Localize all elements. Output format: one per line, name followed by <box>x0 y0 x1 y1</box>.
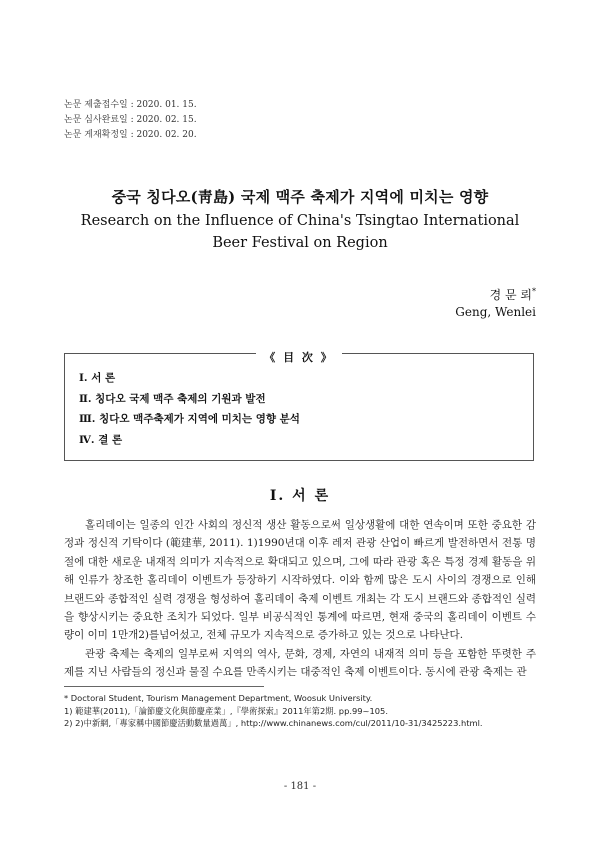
toc-heading-wrap <box>65 346 533 365</box>
table-of-contents <box>64 353 534 461</box>
footnote-divider <box>64 686 264 687</box>
body-text <box>64 516 536 682</box>
title-korean: 중국 칭다오(靑島) 국제 맥주 축제가 지역에 미치는 영향 <box>111 188 489 206</box>
paragraph: 홀리데이는 일종의 인간 사회의 정신적 생산 활동으로써 일상생활에 대한 연속이며 또한 중요한 감정과 정신적 기탁이다 (範建華, 2011). 1)1990년대 이후 레저 관광 산업이 빠르게 발전하면서 전통 명절에 대한 새로운 내재적 의미가 지속적으로 확대되고 있으며, 그에 따라 관광 혹은 특정 경제 활동을 위해 인류가 창조한 홀리데이 이벤트가 등장하기 시작하였다. 이와 함께 많은 도시 사이의 경쟁으로 인해 브랜드와 종합적인 실력 경쟁을 형성하여 홀리데이 축제 이벤트 개최는 각 도시 브랜드와 종합적인 실력을 향상시키는 중요한 조치가 되었다. 일부 비공식적인 통계에 따르면, 현재 중국의 홀리데이 이벤트 수량이 이미 1만개2)를넘어섰고, 전체 규모가 지속적으로 증가하고 있는 것으로 나타난다. <box>64 519 536 642</box>
date-received: 논문 제출접수일 : 2020. 01. 15. <box>64 100 197 110</box>
author-korean-name: 경 문 뢰 <box>489 288 532 302</box>
toc-item-introduction: Ⅰ. 서 론 <box>79 372 116 384</box>
toc-heading: 《 目 次 》 <box>256 351 342 364</box>
paragraph: 관광 축제는 축제의 일부로써 지역의 역사, 문화, 경제, 자연의 내재적 의미 등을 포함한 뚜렷한 주제를 지닌 사람들의 정신과 물질 수요를 만족시키는 대중적인 축제 이벤트이다. 동시에 관광 축제는 관 <box>64 647 536 679</box>
author-footnote-mark: * <box>532 287 536 296</box>
author-english: Geng, Wenlei <box>455 305 536 319</box>
title-english-line1: Research on the Influence of China's Tsingtao International <box>80 213 520 229</box>
toc-item-conclusion: Ⅳ. 결 론 <box>79 433 123 446</box>
title-english <box>0 210 600 254</box>
author-korean <box>490 286 536 303</box>
footnote-2: 2) 2)中新網,「專家稱中國節慶活動數量過萬」, http://www.chinanews.com/cul/2011/10-31/3425223.html. <box>64 718 483 729</box>
footnote-author: * Doctoral Student, Tourism Management Department, Woosuk University. <box>64 693 373 703</box>
toc-list <box>79 368 300 450</box>
toc-item-origin: Ⅱ. 칭다오 국제 맥주 축제의 기원과 발전 <box>79 392 266 405</box>
date-reviewed: 논문 심사완료일 : 2020. 02. 15. <box>64 115 197 125</box>
footnotes <box>64 692 544 730</box>
submission-dates <box>64 98 197 143</box>
toc-item-impact: Ⅲ. 칭다오 맥주축제가 지역에 미치는 영향 분석 <box>79 413 300 425</box>
footnote-1: 1) 範建華(2011),「論節慶文化與節慶產業」,『學術探索』2011年第2期. pp.99~105. <box>64 705 388 716</box>
section-heading: Ⅰ. 서 론 <box>269 488 331 504</box>
page-number: - 181 - <box>283 781 317 792</box>
title-english-line2: Beer Festival on Region <box>212 235 388 251</box>
date-accepted: 논문 게재확정일 : 2020. 02. 20. <box>64 130 197 140</box>
